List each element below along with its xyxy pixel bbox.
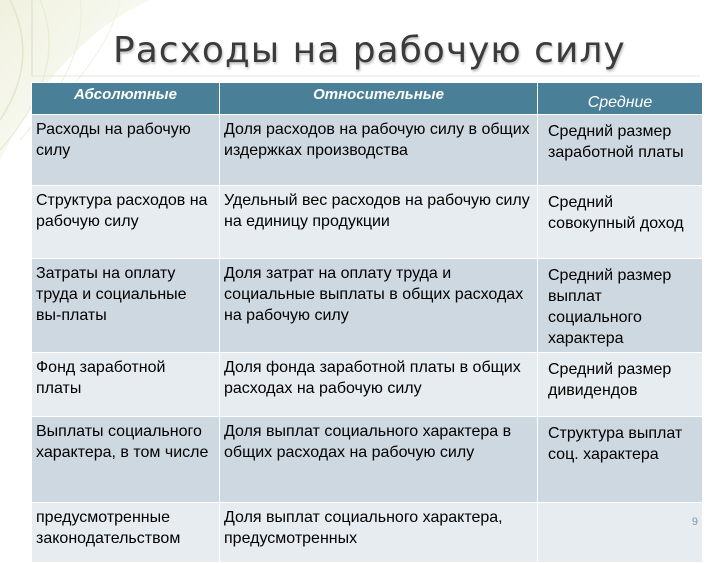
data-table [31,82,703,563]
table-cell: Удельный вес расходов на рабочую силу на единицу продукции [220,186,538,259]
table-cell: Затраты на оплату труда и социальные вы-платы [32,259,220,353]
table-cell: Доля фонда заработной платы в общих расходах на рабочую силу [220,353,538,417]
column-header-average: Средние [538,83,703,115]
table-row [32,503,703,563]
table-cell [538,503,703,563]
column-header-absolute: Абсолютные [32,83,220,115]
page-number: 9 [691,516,698,528]
table-row [32,115,703,186]
table-cell: предусмотренные законодательством [32,503,220,563]
slide-title: Расходы на рабочую силу [113,30,626,71]
table-cell: Расходы на рабочую силу [32,115,220,186]
table-row [32,353,703,417]
table-cell: Структура расходов на рабочую силу [32,186,220,259]
table-cell: Структура выплат соц. характера [538,417,703,503]
table-cell: Доля расходов на рабочую силу в общих издержках производства [220,115,538,186]
table-cell: Средний размер заработной платы [538,115,703,186]
column-header-relative: Относительные [220,83,538,115]
table-header-row [32,83,703,115]
table-cell: Средний размер дивидендов [538,353,703,417]
table-cell: Фонд заработной платы [32,353,220,417]
table-cell: Доля выплат социального характера, предусмотренных [220,503,538,563]
table-row [32,259,703,353]
table-cell: Средний размер выплат социального характера [538,259,703,353]
table-cell: Средний совокупный доход [538,186,703,259]
table-row [32,417,703,503]
table-cell: Выплаты социального характера, в том числе [32,417,220,503]
table-row [32,186,703,259]
table-cell: Доля выплат социального характера в общих расходах на рабочую силу [220,417,538,503]
table-cell: Доля затрат на оплату труда и социальные выплаты в общих расходах на рабочую силу [220,259,538,353]
